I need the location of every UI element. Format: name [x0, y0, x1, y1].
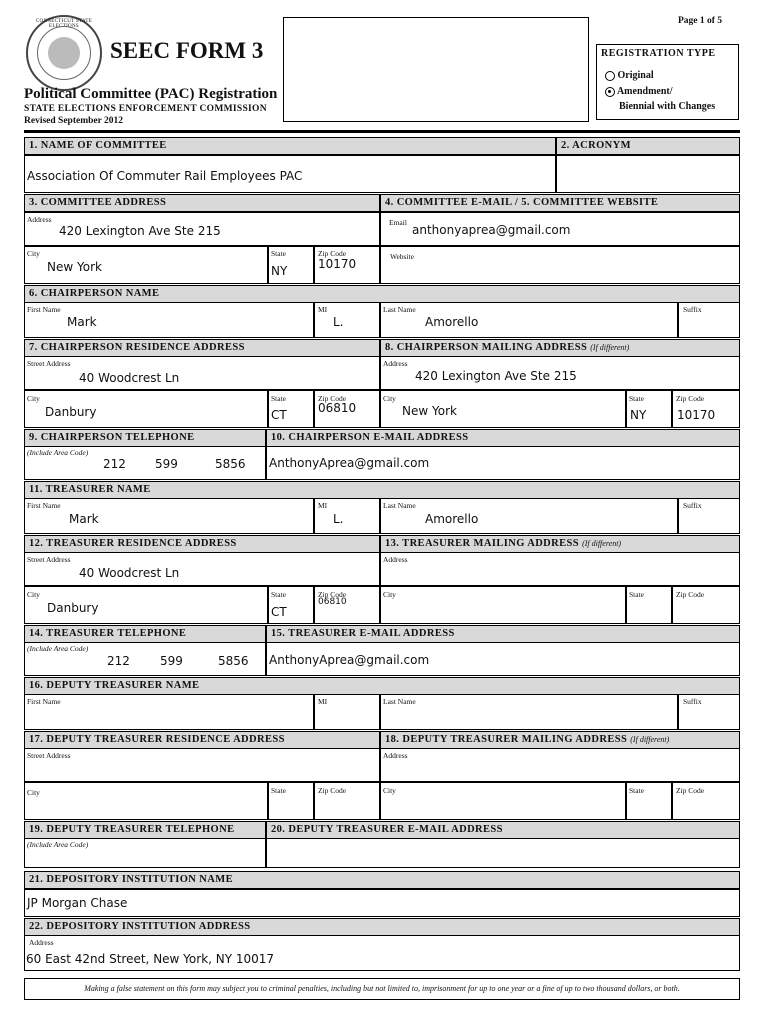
deputy-phone-field[interactable]: [24, 838, 266, 868]
committee-zip-field[interactable]: [314, 246, 380, 284]
state-label: State: [271, 590, 286, 599]
page-number: Page 1 of 5: [678, 16, 723, 26]
agency-name: STATE ELECTIONS ENFORCEMENT COMMISSION: [24, 104, 267, 114]
committee-state-value: NY: [271, 264, 288, 278]
section-3-header: 3. COMMITTEE ADDRESS: [24, 194, 380, 212]
treas-email-field[interactable]: [266, 642, 740, 676]
mi-label: MI: [318, 697, 328, 706]
deputy-first-name-field[interactable]: [24, 694, 314, 730]
committee-city-value: New York: [47, 260, 102, 274]
treas-mail-state-field[interactable]: [626, 586, 672, 624]
area-code-label: (Include Area Code): [27, 644, 89, 653]
deputy-mi-field[interactable]: [314, 694, 380, 730]
deputy-mail-state-field[interactable]: [626, 782, 672, 820]
email-label: Email: [389, 218, 407, 227]
chair-res-street-field[interactable]: [24, 356, 380, 390]
chair-mail-state-field[interactable]: [626, 390, 672, 428]
seal-text: CONNECTICUT STATE ELECTIONS: [35, 19, 93, 29]
treas-mail-zip-field[interactable]: [672, 586, 740, 624]
amendment-option[interactable]: [605, 86, 673, 97]
suffix-label: Suffix: [683, 305, 702, 314]
address-label: Address: [383, 751, 408, 760]
chair-mi-value: L.: [333, 315, 344, 329]
section-10-header: 10. CHAIRPERSON E-MAIL ADDRESS: [266, 429, 740, 447]
treas-last-name-field[interactable]: [380, 498, 678, 534]
chair-phone-line-value: 5856: [215, 457, 246, 471]
committee-name-value: Association Of Commuter Rail Employees PAC: [27, 169, 303, 183]
street-address-label: Street Address: [27, 555, 71, 564]
suffix-label: Suffix: [683, 501, 702, 510]
amendment-label-line2: Biennial with Changes: [619, 101, 716, 112]
section-4-5-header: 4. COMMITTEE E-MAIL / 5. COMMITTEE WEBSITE: [380, 194, 740, 212]
chair-first-name-field[interactable]: [24, 302, 314, 338]
first-name-label: First Name: [27, 501, 61, 510]
deputy-last-name-field[interactable]: [380, 694, 678, 730]
suffix-label: Suffix: [683, 697, 702, 706]
section-18-title: 18. DEPUTY TREASURER MAILING ADDRESS: [385, 734, 628, 745]
address-label: Address: [27, 215, 52, 224]
last-name-label: Last Name: [383, 305, 416, 314]
committee-address-field[interactable]: [24, 212, 380, 246]
acronym-field[interactable]: [556, 155, 740, 193]
city-label: City: [27, 788, 40, 797]
office-use-box: [283, 17, 589, 122]
penalty-notice: Making a false statement on this form may subject you to criminal penalties, including but not limited to, imprisonment for up to one year or a fine of up to two thousand dollars, or both.: [24, 978, 740, 1000]
chair-res-zip-value: 06810: [318, 401, 357, 415]
revised-date: Revised September 2012: [24, 116, 124, 126]
deputy-suffix-field[interactable]: [678, 694, 740, 730]
address-label: Address: [383, 555, 408, 564]
city-label: City: [27, 249, 40, 258]
last-name-label: Last Name: [383, 697, 416, 706]
committee-zip-value: 10170: [318, 257, 357, 271]
committee-name-field[interactable]: [24, 155, 556, 193]
section-15-header: 15. TREASURER E-MAIL ADDRESS: [266, 625, 740, 643]
zip-label: Zip Code: [676, 394, 705, 403]
chair-res-state-field[interactable]: [268, 390, 314, 428]
treas-last-name-value: Amorello: [425, 512, 479, 526]
state-label: State: [271, 249, 286, 258]
deputy-res-street-field[interactable]: [24, 748, 380, 782]
street-address-label: Street Address: [27, 359, 71, 368]
chair-last-name-value: Amorello: [425, 315, 479, 329]
committee-city-field[interactable]: [24, 246, 268, 284]
section-13-title: 13. TREASURER MAILING ADDRESS: [385, 538, 580, 549]
zip-label: Zip Code: [676, 786, 705, 795]
last-name-label: Last Name: [383, 501, 416, 510]
treas-first-name-field[interactable]: [24, 498, 314, 534]
depository-address-field[interactable]: [24, 935, 740, 971]
original-label: Original: [617, 70, 654, 81]
registration-type-title: REGISTRATION TYPE: [601, 48, 716, 59]
chair-res-street-value: 40 Woodcrest Ln: [79, 371, 180, 385]
committee-website-field[interactable]: [380, 246, 740, 284]
section-1-header: 1. NAME OF COMMITTEE: [24, 137, 556, 155]
committee-email-value: anthonyaprea@gmail.com: [412, 223, 571, 237]
treas-res-city-field[interactable]: [24, 586, 268, 624]
chair-mail-state-value: NY: [630, 408, 647, 422]
treas-res-street-value: 40 Woodcrest Ln: [79, 566, 180, 580]
form-subtitle: Political Committee (PAC) Registration: [24, 86, 278, 102]
state-label: State: [629, 786, 644, 795]
section-17-header: 17. DEPUTY TREASURER RESIDENCE ADDRESS: [24, 731, 380, 749]
section-11-header: 11. TREASURER NAME: [24, 481, 740, 499]
deputy-res-city-field[interactable]: [24, 782, 268, 820]
chair-mail-city-field[interactable]: [380, 390, 626, 428]
mi-label: MI: [318, 501, 328, 510]
deputy-mail-zip-field[interactable]: [672, 782, 740, 820]
first-name-label: First Name: [27, 305, 61, 314]
treas-mi-value: L.: [333, 512, 344, 526]
treas-first-name-value: Mark: [69, 512, 99, 526]
treas-suffix-field[interactable]: [678, 498, 740, 534]
address-label: Address: [29, 938, 54, 947]
chair-first-name-value: Mark: [67, 315, 97, 329]
chair-mi-field[interactable]: [314, 302, 380, 338]
registration-type-box: [596, 44, 739, 120]
address-label: Address: [383, 359, 408, 368]
city-label: City: [383, 590, 396, 599]
original-option[interactable]: [605, 70, 654, 81]
section-18-header: [380, 731, 740, 749]
zip-label: Zip Code: [318, 394, 347, 403]
deputy-res-state-field[interactable]: [268, 782, 314, 820]
section-6-header: 6. CHAIRPERSON NAME: [24, 285, 740, 303]
section-2-header: 2. ACRONYM: [556, 137, 740, 155]
chair-email-value: AnthonyAprea@gmail.com: [269, 456, 430, 470]
deputy-res-zip-field[interactable]: [314, 782, 380, 820]
chair-email-field[interactable]: [266, 446, 740, 480]
treas-res-state-value: CT: [271, 605, 287, 619]
city-label: City: [383, 786, 396, 795]
chair-mail-address-field[interactable]: [380, 356, 740, 390]
section-21-header: 21. DEPOSITORY INSTITUTION NAME: [24, 871, 740, 889]
section-13-header: [380, 535, 740, 553]
section-14-header: 14. TREASURER TELEPHONE: [24, 625, 266, 643]
treas-mail-city-field[interactable]: [380, 586, 626, 624]
state-label: State: [629, 394, 644, 403]
treas-phone-field[interactable]: [24, 642, 266, 676]
state-label: State: [271, 394, 286, 403]
zip-label: Zip Code: [318, 249, 347, 258]
state-label: State: [271, 786, 286, 795]
chair-suffix-field[interactable]: [678, 302, 740, 338]
chair-phone-area-value: 212: [103, 457, 126, 471]
chair-phone-field[interactable]: [24, 446, 266, 480]
amendment-label: Amendment/: [616, 86, 673, 97]
treas-res-street-field[interactable]: [24, 552, 380, 586]
depository-name-value: JP Morgan Chase: [27, 896, 128, 910]
section-12-header: 12. TREASURER RESIDENCE ADDRESS: [24, 535, 380, 553]
treas-mi-field[interactable]: [314, 498, 380, 534]
seec-seal-logo: [26, 15, 102, 91]
treas-res-zip-value: 06810: [318, 597, 347, 607]
zip-label: Zip Code: [318, 786, 347, 795]
header-divider: [24, 130, 740, 133]
chair-mail-zip-value: 10170: [677, 408, 716, 422]
deputy-email-field[interactable]: [266, 838, 740, 868]
section-13-if-different: (If different): [582, 539, 622, 548]
chair-mail-city-value: New York: [402, 404, 457, 418]
depository-name-field[interactable]: [24, 889, 740, 917]
committee-address-value: 420 Lexington Ave Ste 215: [59, 224, 221, 238]
mi-label: MI: [318, 305, 328, 314]
chair-last-name-field[interactable]: [380, 302, 678, 338]
chair-res-zip-field[interactable]: [314, 390, 380, 428]
treas-email-value: AnthonyAprea@gmail.com: [269, 653, 430, 667]
city-label: City: [383, 394, 396, 403]
chair-res-city-field[interactable]: [24, 390, 268, 428]
section-9-header: 9. CHAIRPERSON TELEPHONE: [24, 429, 266, 447]
section-22-header: 22. DEPOSITORY INSTITUTION ADDRESS: [24, 918, 740, 936]
treas-res-zip-field[interactable]: [314, 586, 380, 624]
section-8-header: [380, 339, 740, 357]
amendment-radio[interactable]: [605, 87, 615, 97]
section-8-if-different: (If different): [590, 343, 630, 352]
chair-phone-prefix-value: 599: [155, 457, 178, 471]
section-20-header: 20. DEPUTY TREASURER E-MAIL ADDRESS: [266, 821, 740, 839]
committee-email-field[interactable]: [380, 212, 740, 246]
chair-res-city-value: Danbury: [45, 405, 97, 419]
seal-core: [48, 37, 80, 69]
zip-label: Zip Code: [676, 590, 705, 599]
area-code-label: (Include Area Code): [27, 448, 89, 457]
section-7-header: 7. CHAIRPERSON RESIDENCE ADDRESS: [24, 339, 380, 357]
chair-mail-zip-field[interactable]: [672, 390, 740, 428]
treas-phone-line-value: 5856: [218, 654, 249, 668]
website-label: Website: [390, 252, 414, 261]
city-label: City: [27, 590, 40, 599]
section-8-title: 8. CHAIRPERSON MAILING ADDRESS: [385, 342, 588, 353]
form-title: SEEC FORM 3: [110, 38, 264, 63]
area-code-label: (Include Area Code): [27, 840, 89, 849]
original-radio[interactable]: [605, 71, 615, 81]
depository-address-value: 60 East 42nd Street, New York, NY 10017: [26, 952, 275, 966]
zip-label: Zip Code: [318, 590, 347, 599]
chair-mail-address-value: 420 Lexington Ave Ste 215: [415, 369, 577, 383]
city-label: City: [27, 394, 40, 403]
section-19-header: 19. DEPUTY TREASURER TELEPHONE: [24, 821, 266, 839]
committee-state-field[interactable]: [268, 246, 314, 284]
treas-res-city-value: Danbury: [47, 601, 99, 615]
treas-phone-area-value: 212: [107, 654, 130, 668]
deputy-mail-city-field[interactable]: [380, 782, 626, 820]
chair-res-state-value: CT: [271, 408, 287, 422]
deputy-mail-address-field[interactable]: [380, 748, 740, 782]
street-address-label: Street Address: [27, 751, 71, 760]
state-label: State: [629, 590, 644, 599]
treas-res-state-field[interactable]: [268, 586, 314, 624]
section-18-if-different: (If different): [630, 735, 670, 744]
section-16-header: 16. DEPUTY TREASURER NAME: [24, 677, 740, 695]
treas-phone-prefix-value: 599: [160, 654, 183, 668]
treas-mail-address-field[interactable]: [380, 552, 740, 586]
first-name-label: First Name: [27, 697, 61, 706]
